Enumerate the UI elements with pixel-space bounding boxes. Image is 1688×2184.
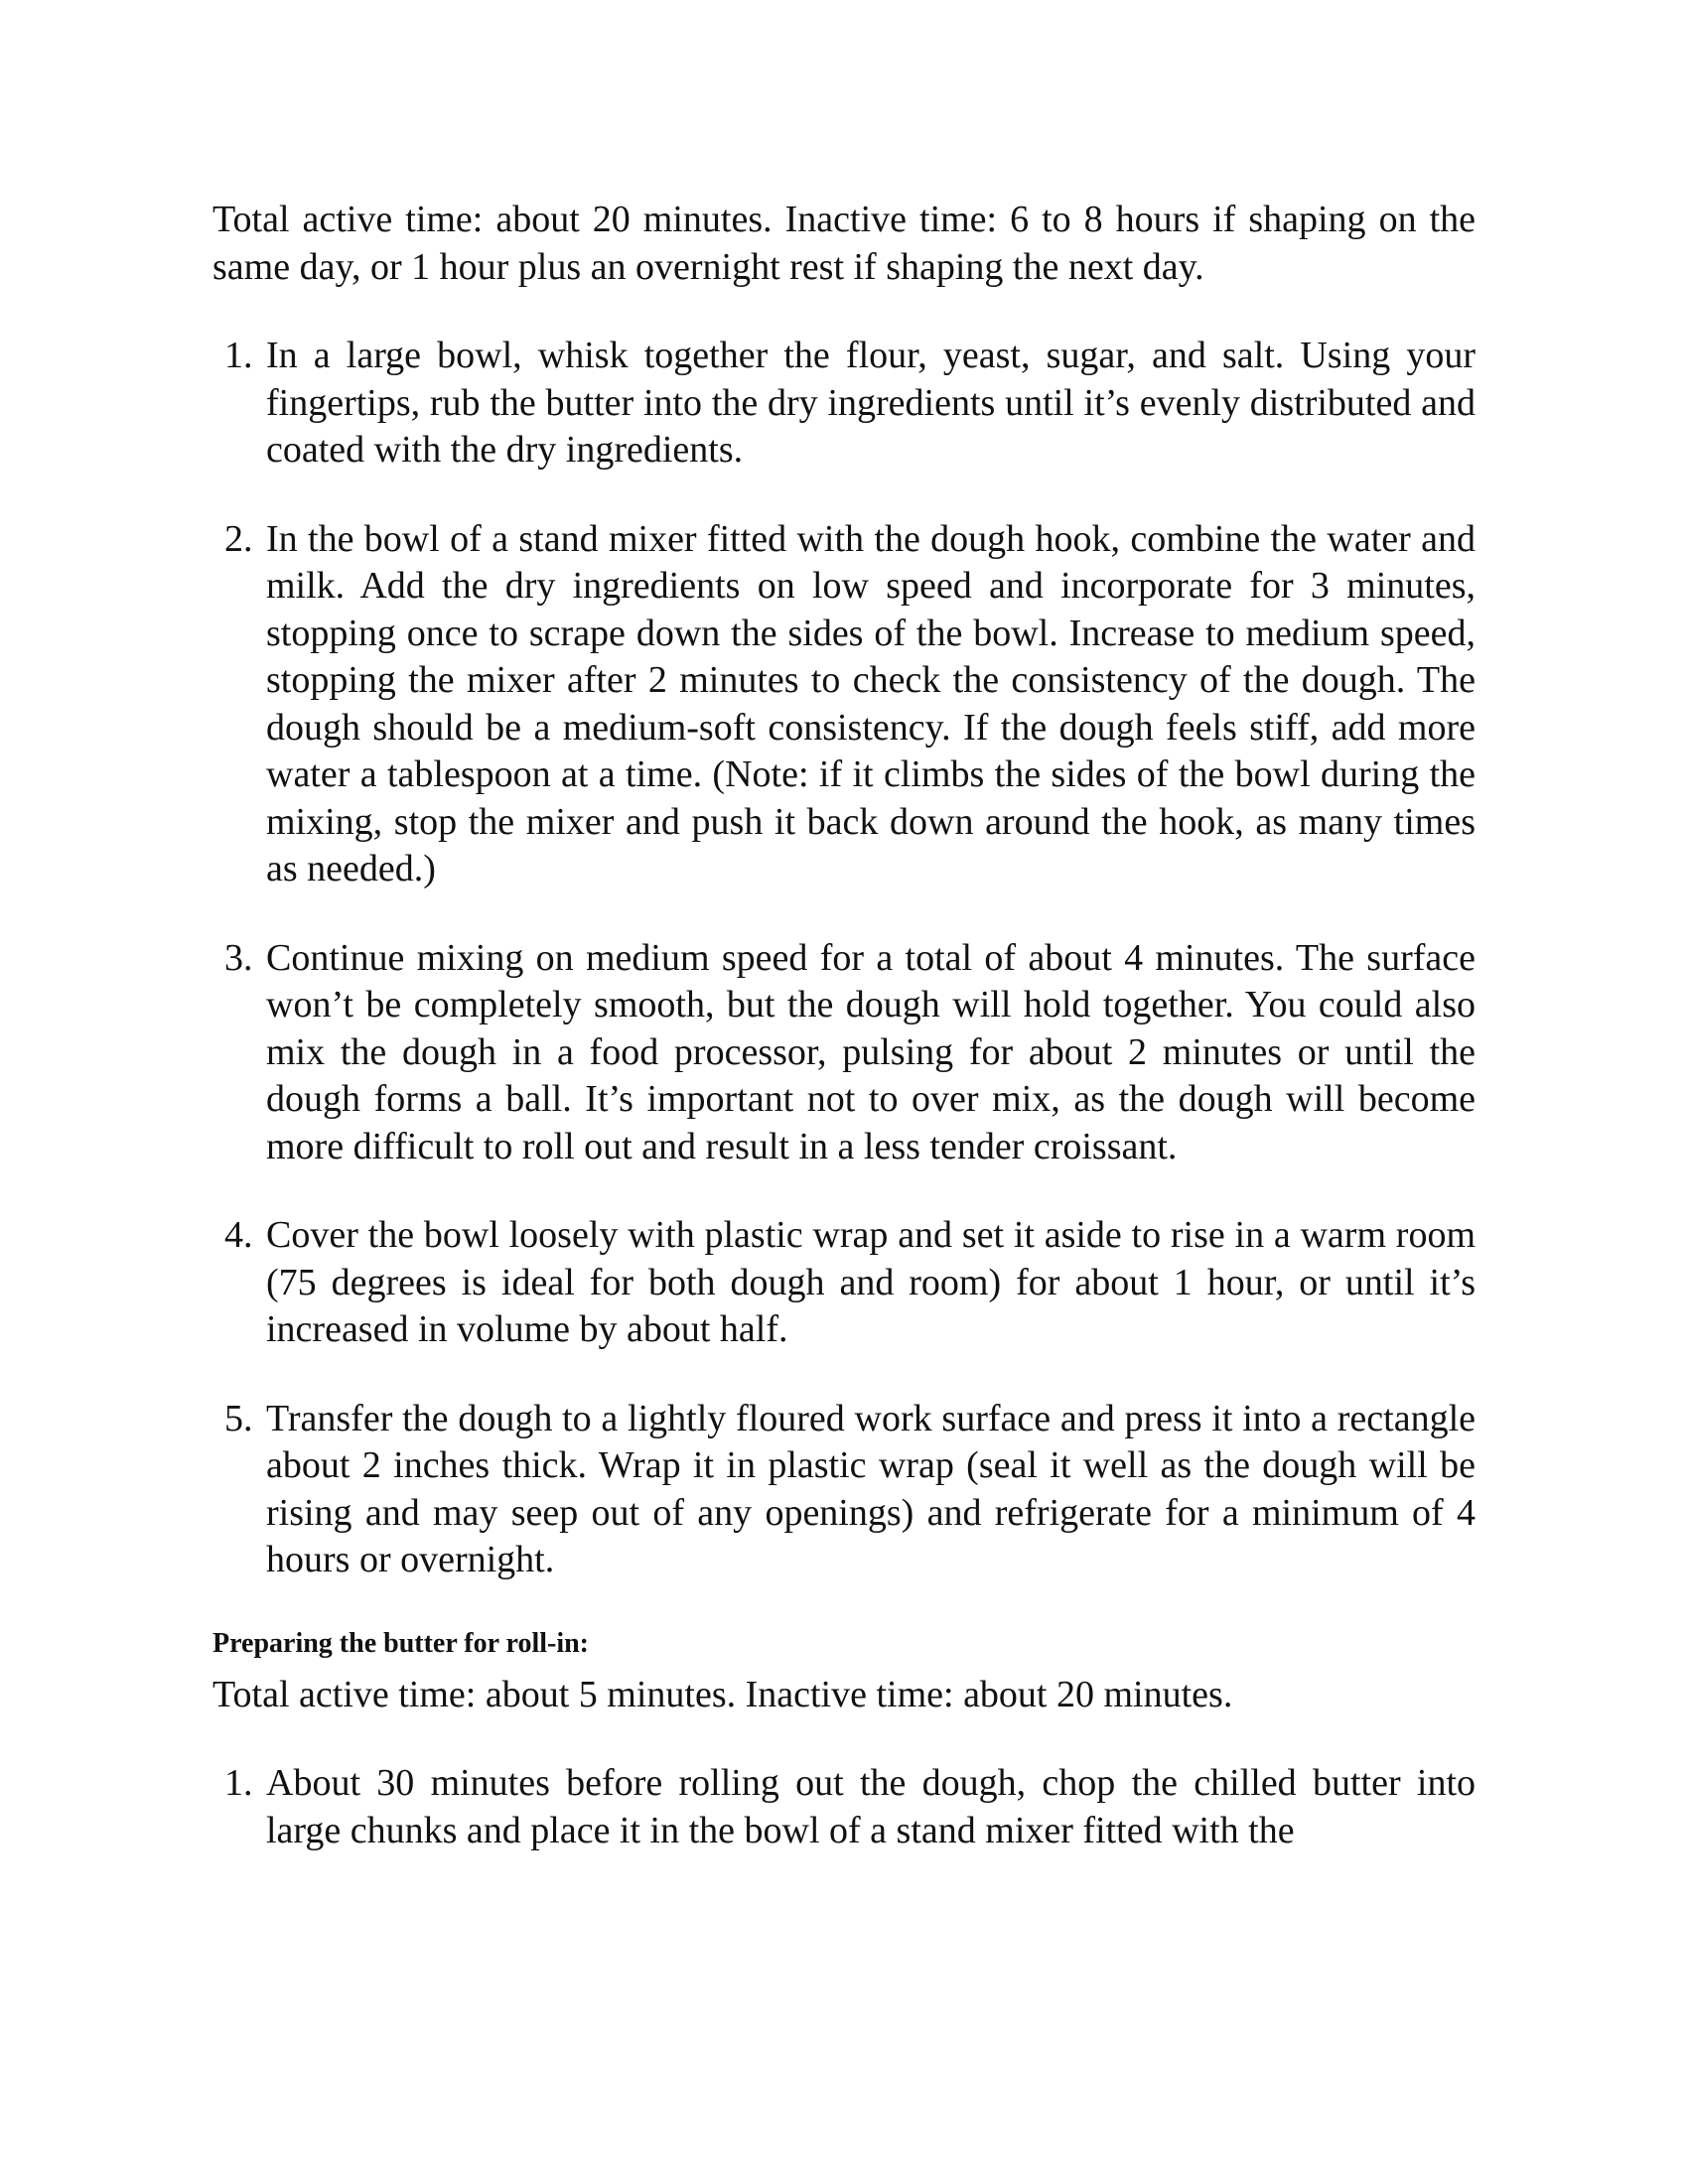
section2-steps — [212, 1760, 1476, 1854]
section1-steps — [212, 333, 1476, 1584]
step-1 — [212, 333, 1476, 475]
step-text: Cover the bowl loosely with plastic wrap and set it aside to rise in a warm room (75 degrees is ideal for both dough and room) for about 1 hour, or until it’s increased in volume by about half. — [266, 1214, 1476, 1350]
step-number: 5. — [224, 1397, 253, 1439]
step-text: In the bowl of a stand mixer fitted with the dough hook, combine the water and milk. Add the dry ingredients on low speed and incorporate for 3 minutes, stopping once to scrape down the sides of the bowl. Increase to medium speed, stopping the mixer after 2 minutes to check the consistency of the dough. The dough should be a medium-soft consistency. If the dough feels stiff, add more water a tablespoon at a time. (Note: if it climbs the sides of the bowl during the mixing, stop the mixer and push it back down around the hook, as many times as needed.) — [266, 517, 1476, 889]
step-text: About 30 minutes before rolling out the dough, chop the chilled butter into large chunks and place it in the bowl of a stand mixer fitted with the — [266, 1762, 1476, 1851]
step-number: 1. — [224, 1762, 253, 1804]
step-text: Transfer the dough to a lightly floured work surface and press it into a rectangle about 2 inches thick. Wrap it in plastic wrap (seal it well as the dough will be rising and may seep out of any openings) and refrigerate for a minimum of 4 hours or overnight. — [266, 1397, 1476, 1580]
step-3 — [212, 935, 1476, 1171]
step-1 — [212, 1760, 1476, 1854]
step-number: 4. — [224, 1214, 253, 1256]
step-number: 2. — [224, 517, 253, 560]
section-heading: Preparing the butter for roll-in: — [212, 1627, 589, 1659]
section1-intro: Total active time: about 20 minutes. Inactive time: 6 to 8 hours if shaping on the same day, or 1 hour plus an overnight rest if shaping the next day. — [212, 199, 1476, 288]
step-4 — [212, 1212, 1476, 1354]
step-text: Continue mixing on medium speed for a total of about 4 minutes. The surface won’t be completely smooth, but the dough will hold together. You could also mix the dough in a food processor, pulsing for about 2 minutes or until the dough forms a ball. It’s important not to over mix, as the dough will become more difficult to roll out and result in a less tender croissant. — [266, 936, 1476, 1167]
document-page — [212, 197, 1476, 1854]
step-number: 1. — [224, 335, 253, 376]
step-5 — [212, 1396, 1476, 1584]
step-text: In a large bowl, whisk together the flour, yeast, sugar, and salt. Using your fingertips, rub the butter into the dry ingredients until it’s evenly distributed and coated with the dry ingredients. — [266, 335, 1476, 471]
step-2 — [212, 516, 1476, 893]
step-number: 3. — [224, 936, 253, 979]
section2-intro: Total active time: about 5 minutes. Inactive time: about 20 minutes. — [212, 1673, 1233, 1715]
